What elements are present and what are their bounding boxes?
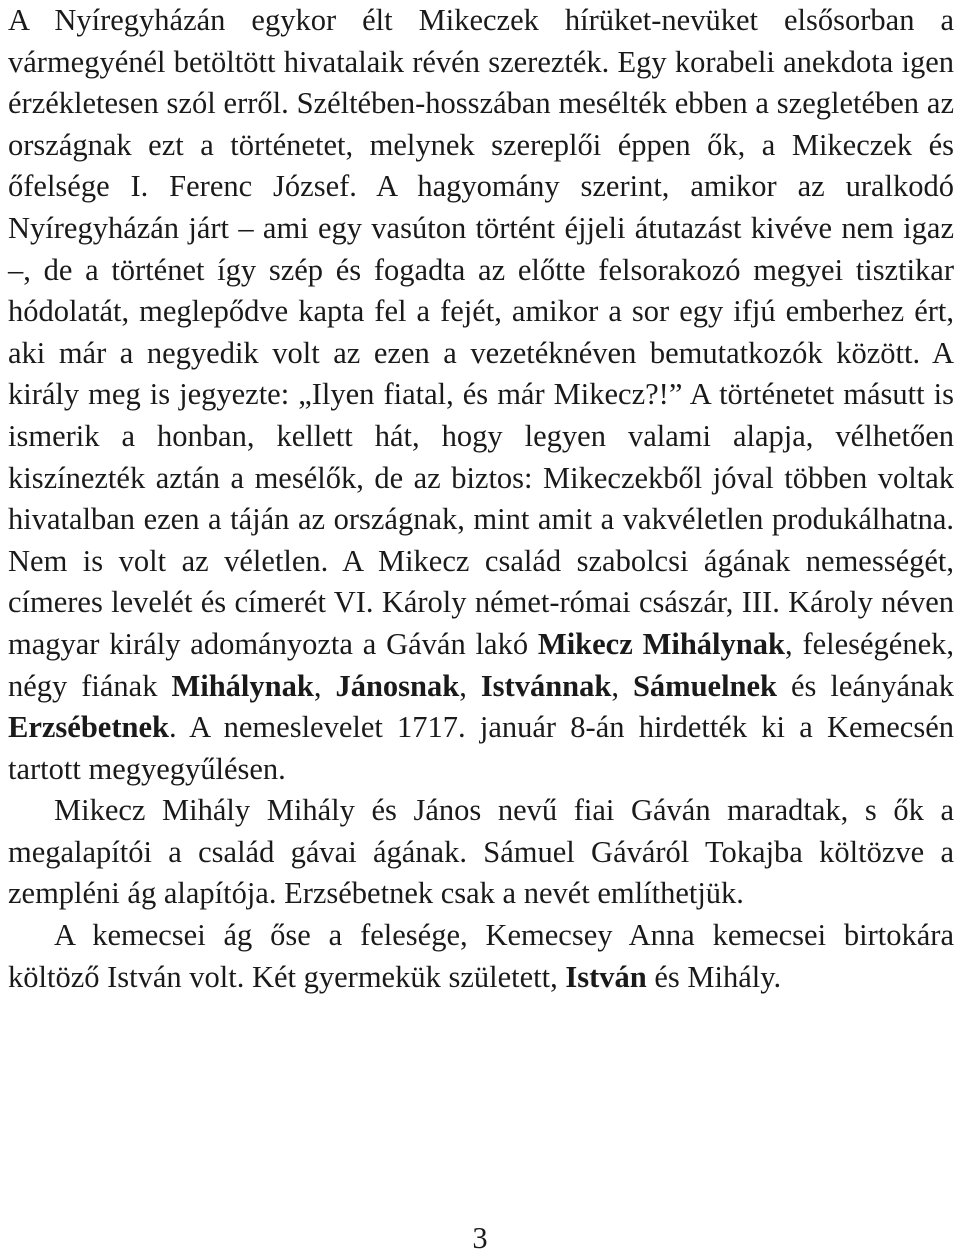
- text-segment: és leányának: [777, 668, 955, 703]
- text-segment: A Nyíregyházán egykor élt Mikeczek hírüket-nevüket elsősorban a vármegyénél betöltött hivatalaik révén szerezték. Egy korabeli anekdota igen érzékletesen szól erről. Széltében-hosszában mesélték ebben a szegletében az országnak ezt a történetet, melynek szereplői éppen ők, a Mikeczek és őfelsége I. Ferenc József. A hagyomány szerint, amikor az uralkodó Nyíregyházán járt – ami egy vasúton történt éjjeli átutazást kivéve nem igaz –, de a történet így szép és fogadta az előtte felsorakozó megyei tisztikar hódolatát, meglepődve kapta fel a fejét, amikor a sor egy ifjú emberhez ért, aki már a negyedik volt az ezen a vezetéknéven bemutatkozók között. A király meg is jegyezte: „Ilyen fiatal, és már Mikecz?!” A történetet másutt is ismerik a honban, kellett hát, hogy legyen valami alapja, vélhetően kiszínezték aztán a mesélők, de az biztos: Mikeczekből jóval többen voltak hivatalban ezen a táján az országnak, mint amit a vakvéletlen produkálhatna. Nem is volt az véletlen. A Mikecz család szabolcsi ágának nemességét, címeres levelét és címerét VI. Károly német-római császár, III. Károly néven magyar király adományozta a Gáván lakó: [8, 3, 954, 661]
- bold-name: Mikecz Mihálynak: [537, 626, 785, 661]
- bold-name: Jánosnak: [335, 668, 460, 703]
- bold-name: Mihálynak: [171, 668, 314, 703]
- paragraph-2: [8, 790, 954, 915]
- page-number: 3: [472, 1221, 488, 1255]
- text-segment: Mikecz Mihály Mihály és János nevű fiai Gáván maradtak, s ők a megalapítói a család gávai ágának. Sámuel Gáváról Tokajba költözve a zempléni ág alapítója. Erzsébetnek csak a nevét említhetjük.: [8, 793, 954, 911]
- text-segment: és Mihály.: [646, 959, 782, 994]
- text-segment: . A nemeslevelet 1717. január 8-án hirdették ki a Kemecsén tartott megyegyűlésen.: [8, 710, 954, 786]
- bold-name: Sámuelnek: [632, 668, 778, 703]
- text-segment: ,: [313, 668, 336, 703]
- bold-name: Erzsébetnek: [8, 710, 169, 745]
- bold-name: Istvánnak: [480, 668, 612, 703]
- text-segment: ,: [611, 668, 633, 703]
- text-segment: ,: [459, 668, 481, 703]
- text-segment: , feleségének, négy fiának: [8, 626, 954, 703]
- text-segment: A kemecsei ág őse a felesége, Kemecsey Anna kemecsei birtokára költöző István volt. Két gyermekük született,: [8, 918, 954, 994]
- bold-name: István: [565, 959, 647, 994]
- paragraph-1: [8, 0, 954, 790]
- document-page: [8, 0, 954, 998]
- paragraph-3: [8, 915, 954, 998]
